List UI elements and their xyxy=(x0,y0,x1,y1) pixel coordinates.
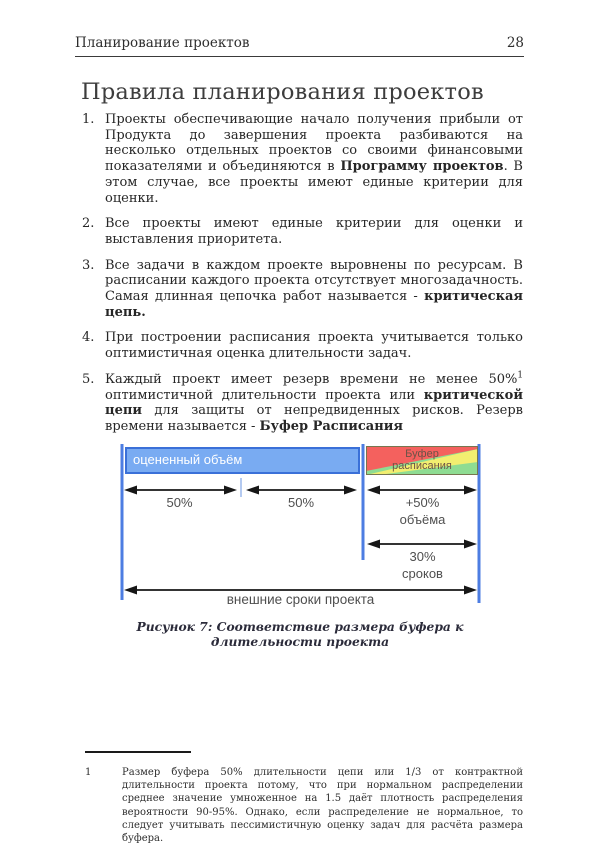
list-item-number: 3. xyxy=(82,257,95,273)
label-30-terms: сроков xyxy=(402,566,443,581)
list-item-text: Проекты обеспечивающие начало получения прибыли от Продукта до завершения проекта разбиваются на несколько отдельных проектов со своими финансовыми показателями и объединяются в Программу проектов. В этом случае, все проекты имеют единые критерии для оценки. xyxy=(105,112,523,206)
schedule-buffer-label: Буфер расписания xyxy=(392,448,452,472)
schedule-buffer-box xyxy=(366,446,478,475)
label-plus50: +50% xyxy=(405,495,440,510)
footnote-separator xyxy=(85,751,191,753)
list-item xyxy=(82,330,523,361)
list-item-text: При построении расписания проекта учитывается только оптимистичная оценка длительности задач. xyxy=(105,330,523,362)
page-number: 28 xyxy=(506,35,524,51)
label-plus50-volume: объёма xyxy=(399,512,446,527)
list-item-text: Каждый проект имеет резерв времени не менее 50%$^1$ оптимистичной длительности проекта или критической цепи для защиты от непредвиденных рисков. Резерв времени называется - Буфер Расписания xyxy=(105,370,523,434)
figure-caption: Рисунок 7: Соответствие размера буфера к длительности проекта xyxy=(136,619,464,649)
list-item xyxy=(82,216,523,247)
list-item-number: 2. xyxy=(82,216,95,232)
list-item-number: 5. xyxy=(82,371,95,387)
label-30: 30% xyxy=(409,549,436,564)
list-item xyxy=(82,112,523,206)
footnote-text: Размер буфера 50% длительности цепи или 1/3 от контрактной длительности проекта потому, что при нормальном распределении среднее значение умноженное на 1.5 даёт плотность распределения вероятности 90-95%. Однако, если распределение не нормальное, то следует учитывать пессимистичную оценку задач для расчёта размера буфера. xyxy=(122,767,523,845)
buffer-figure xyxy=(95,440,505,620)
list-item xyxy=(82,372,523,435)
label-50-left: 50% xyxy=(166,495,193,510)
running-head: Планирование проектов xyxy=(75,35,250,51)
label-external-deadlines: внешние сроки проекта xyxy=(226,592,375,607)
list-item xyxy=(82,258,523,321)
list-item-text: Все проекты имеют единые критерии для оценки и выставления приоритета. xyxy=(105,216,523,247)
page-header xyxy=(75,35,524,57)
list-item-number: 4. xyxy=(82,330,95,346)
list-item-number: 1. xyxy=(82,112,95,127)
footnote xyxy=(85,766,523,845)
page-title: Правила планирования проектов xyxy=(81,79,484,105)
list-item-text: Все задачи в каждом проекте выровнены по ресурсам. В расписании каждого проекта отсутствует многозадачность. Самая длинная цепочка работ называется - критическая цепь. xyxy=(105,257,523,320)
estimated-volume-label: оцененный объём xyxy=(133,452,243,467)
estimated-volume-bar xyxy=(125,447,360,474)
rules-list xyxy=(82,112,523,445)
label-50-right: 50% xyxy=(287,495,315,510)
footnote-number: 1 xyxy=(85,767,92,778)
